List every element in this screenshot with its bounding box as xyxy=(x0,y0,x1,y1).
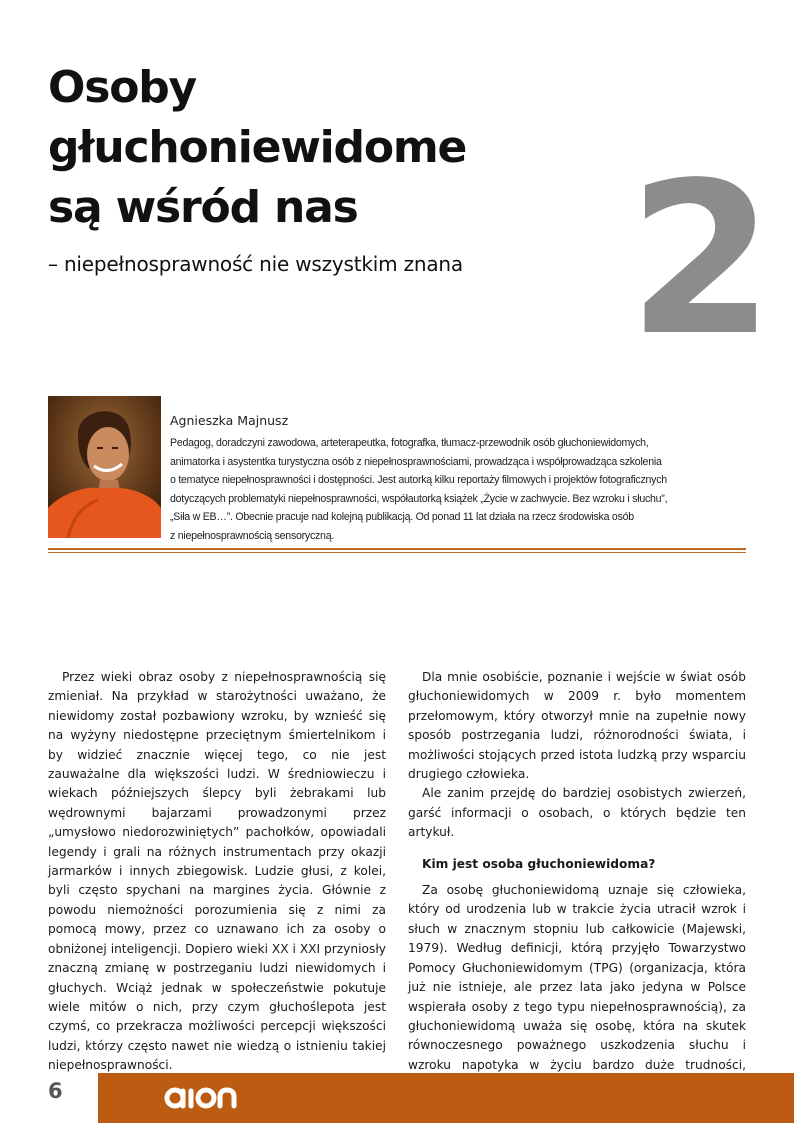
author-bio xyxy=(170,434,748,545)
bio-line: animatorka i asystentka turystyczna osób z niepełnosprawnościami, prowadząca i współprowadząca szkolenia xyxy=(170,455,662,468)
author-name: Agnieszka Majnusz xyxy=(170,413,289,428)
chapter-number: 2 xyxy=(628,137,775,382)
footer-bar xyxy=(98,1073,794,1123)
bio-line: dotyczących problematyki niepełnosprawności, współautorką książek „Życie w zachwycie. Bez wzroku i słuchu”, xyxy=(170,492,668,505)
section-divider xyxy=(48,548,746,550)
article-subtitle: – niepełnosprawność nie wszystkim znana xyxy=(48,252,463,276)
bio-line: o tematyce niepełnosprawności i dostępności. Jest autorką kilku reportaży filmowych i projektów fotograficznych xyxy=(170,474,667,486)
title-line: są wśród nas xyxy=(48,182,358,233)
body-paragraph: Dla mnie osobiście, poznanie i wejście w świat osób głuchoniewidomych w 2009 r. było momentem przełomowym, który otworzył mnie na zupełnie nowy sposób postrzegania ludzi, różnorodności świata, i możliwości stojących przed istota ludzką przy wsparciu drugiego człowieka. xyxy=(408,670,746,782)
bio-line: „Siła w EB…”. Obecnie pracuje nad kolejną publikacją. Od ponad 11 lat działa na rzecz środowiska osób xyxy=(170,511,634,523)
page-number: 6 xyxy=(48,1079,63,1103)
body-column-right xyxy=(408,668,746,1095)
title-line: Osoby xyxy=(48,62,197,113)
title-line: głuchoniewidome xyxy=(48,122,467,173)
body-paragraph: Ale zanim przejdę do bardziej osobistych zwierzeń, garść informacji o osobach, o których będzie ten artykuł. xyxy=(408,786,746,840)
bio-line: z niepełnosprawnością sensoryczną. xyxy=(170,529,335,542)
author-portrait-image xyxy=(48,396,161,538)
section-heading: Kim jest osoba głuchoniewidoma? xyxy=(422,856,656,871)
aion-logo xyxy=(164,1083,240,1111)
author-photo xyxy=(48,396,161,538)
section-divider-thin xyxy=(48,552,746,553)
bio-line: Pedagog, doradczyni zawodowa, arteterapeutka, fotografka, tłumacz-przewodnik osób głuchoniewidomych, xyxy=(170,437,649,449)
body-paragraph: Przez wieki obraz osoby z niepełnosprawnością się zmieniał. Na przykład w starożytności uważano, że niewidomy został pozbawiony wzroku, by wznieść się na wyżyny niedostępne przeciętnym śmiertelnikom i by widzieć znacznie więcej tego, co nie jest zauważalne dla większości ludzi. W średniowieczu i wiekach późniejszych ślepcy byli żebrakami lub wędrownymi bajarzami prowadzonymi przez „umysłowo niedorozwiniętych” pachołków, opowiadali legendy i grali na różnych instrumentach przy okazji jarmarków i innych zbiegowisk. Ludzie głusi, z kolei, byli często spychani na margines życia. Głównie z powodu niemożności porozumienia się z nimi za pomocą mowy, przez co uznawano ich za osoby o obniżonej inteligencji. Dopiero wieki XX i XXI przyniosły znaczną zmianę w postrzeganiu ludzi niewidomych i głuchych. Wciąż jednak w społeczeństwie pokutuje wiele mitów o nich, przy czym głuchoślepota jest czymś, co przekracza możliwości percepcji większości ludzi, którzy często nawet nie wiedzą o istnieniu takiej niepełnosprawności. xyxy=(48,670,386,1073)
body-column-left xyxy=(48,668,386,1076)
article-title xyxy=(48,58,466,238)
body-paragraph: Za osobę głuchoniewidomą uznaje się człowieka, który od urodzenia lub w trakcie życia utracił wzrok i słuch w znacznym stopniu lub całkowicie (Majewski, 1979). Według definicji, którą przyjęło Towarzystwo Pomocy Głuchoniewidomym (TPG) (organizacja, która już nie istnieje, ale przez lata jako jedyna w Polsce wspierała osoby z tego typu niepełnosprawnością), za głuchoniewidomą uważa się osobę, która na skutek równoczesnego poważnego uszkodzenia słuchu i wzroku napotyka w życiu bardzo duże trudności, xyxy=(408,883,746,1072)
